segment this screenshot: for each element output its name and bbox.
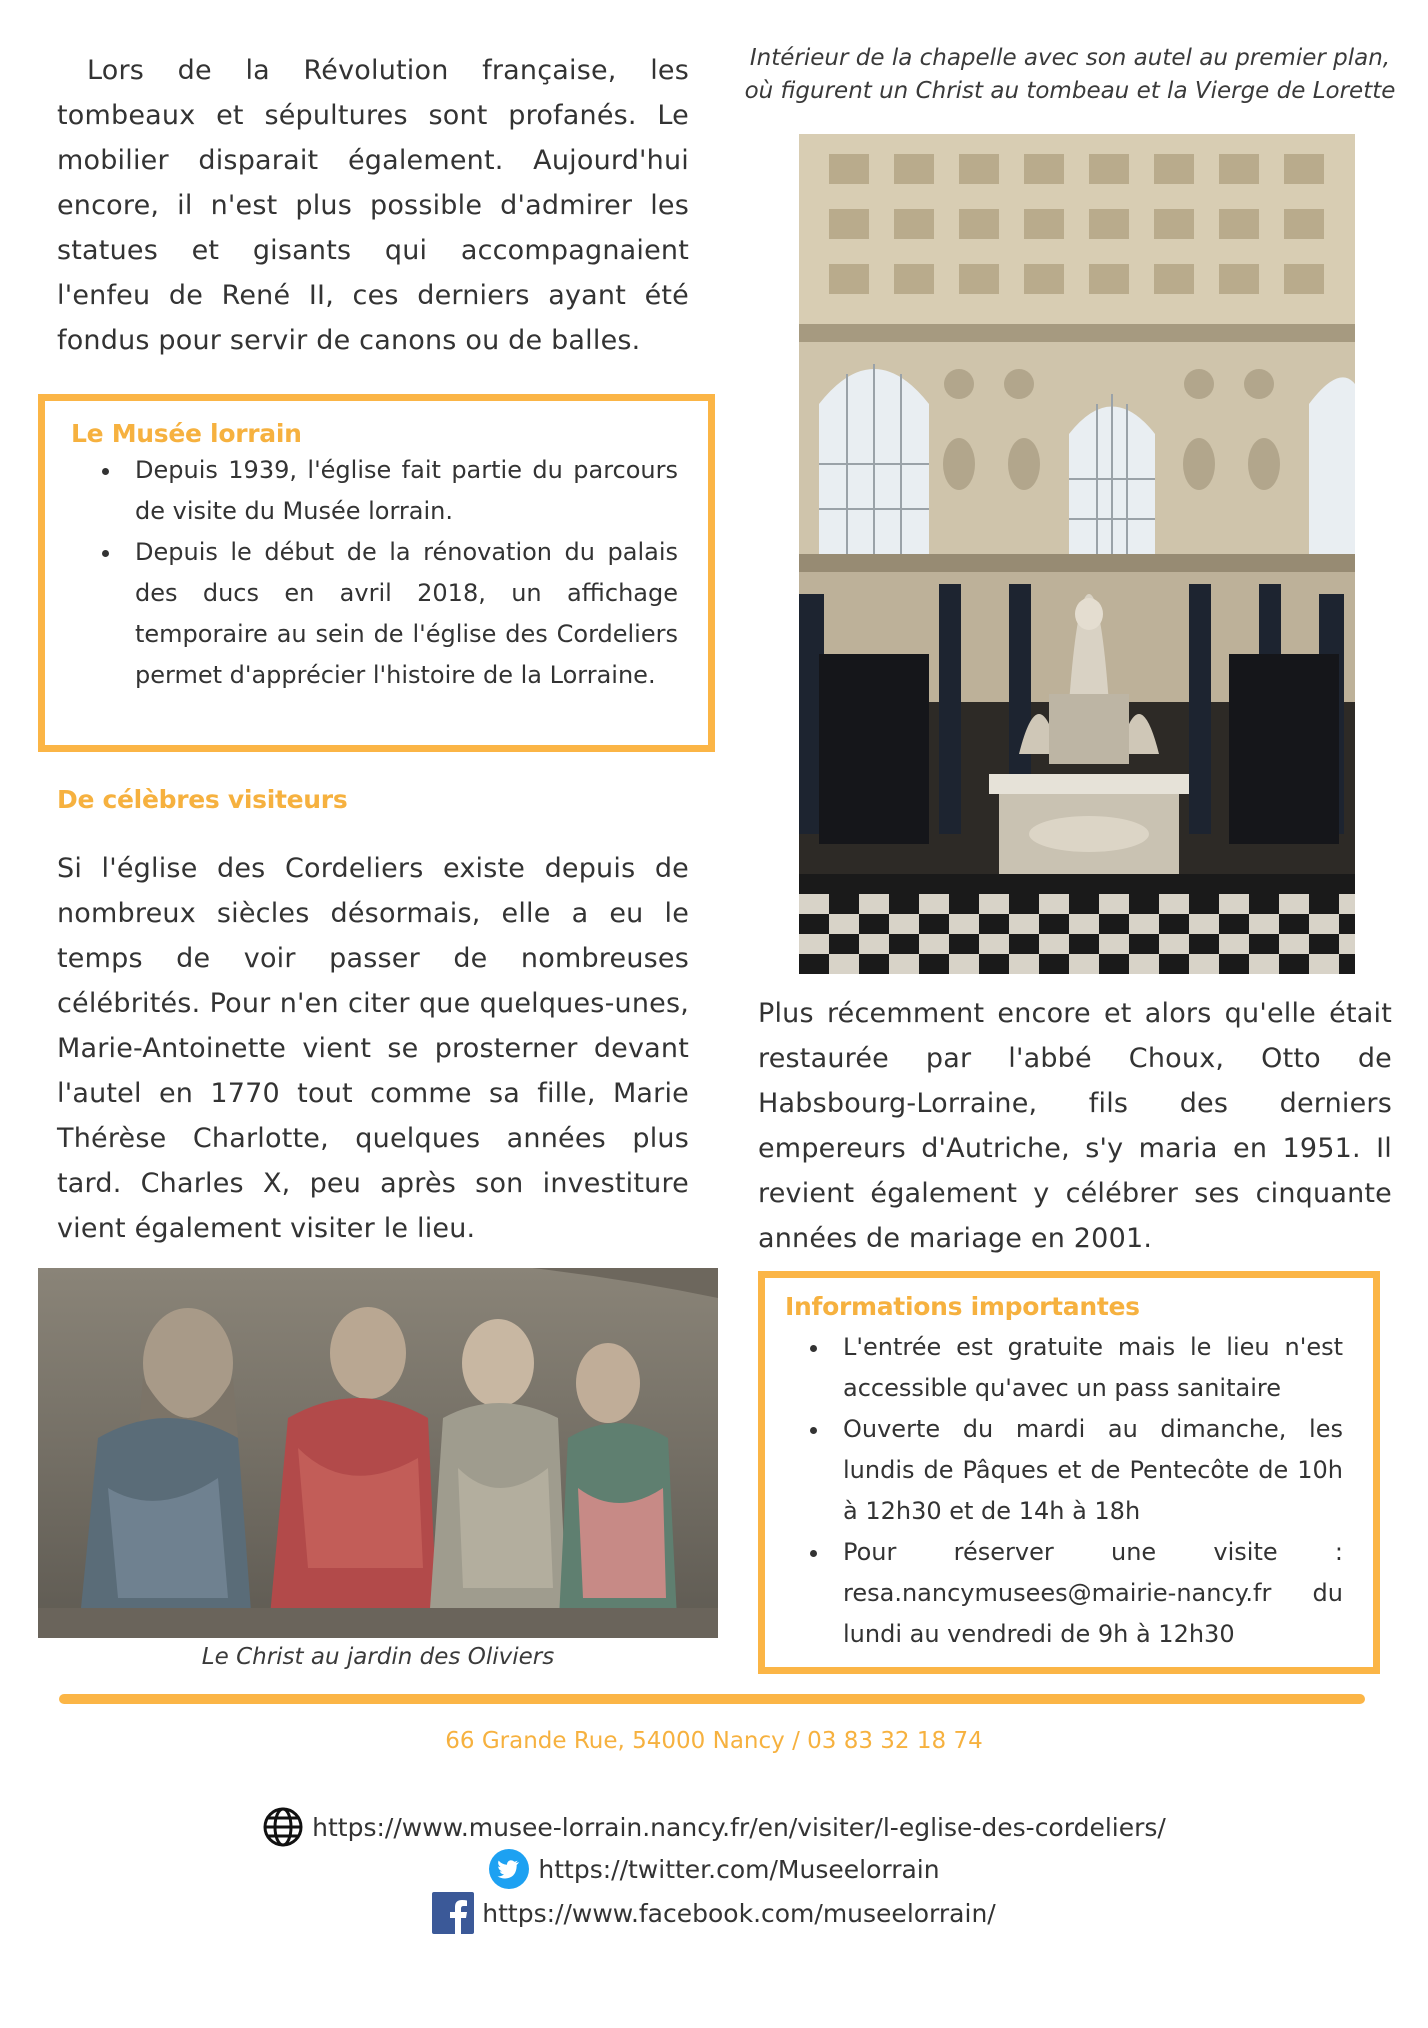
list-item: • Ouverte du mardi au dimanche, les lundis de Pâques et de Pentecôte de 10h à 12h30 et de 14h à 18h [831, 1409, 1343, 1532]
musee-lorrain-title: Le Musée lorrain [71, 419, 302, 448]
twitter-icon [488, 1848, 530, 1890]
chapel-interior-image [799, 134, 1355, 974]
facebook-row[interactable] [0, 1892, 1428, 1934]
musee-lorrain-box [38, 394, 715, 752]
list-item: • L'entrée est gratuite mais le lieu n'est accessible qu'avec un pass sanitaire [831, 1327, 1343, 1409]
twitter-link[interactable]: https://twitter.com/Museelorrain [538, 1854, 940, 1884]
visitors-paragraph [57, 846, 689, 1251]
info-list [785, 1327, 1343, 1655]
musee-lorrain-list [71, 450, 678, 696]
footer-address: 66 Grande Rue, 54000 Nancy / 03 83 32 18 74 [445, 1728, 983, 1754]
intro-paragraph [57, 48, 689, 363]
chapel-caption-line1: Intérieur de la chapelle avec son autel au premier plan, [749, 45, 1391, 71]
oliviers-sculpture-image [38, 1268, 718, 1638]
facebook-link[interactable]: https://www.facebook.com/museelorrain/ [482, 1898, 996, 1928]
right-text: Plus récemment encore et alors qu'elle était restaurée par l'abbé Choux, Otto de Habsbourg-Lorraine, fils des derniers empereurs d'Autriche, s'y maria en 1951. Il revient également y célébrer ses cinquante années de mariage en 2001. [758, 998, 1392, 1254]
website-link[interactable]: https://www.musee-lorrain.nancy.fr/en/visiter/l-eglise-des-cordeliers/ [312, 1812, 1166, 1842]
list-item: • Pour réserver une visite : resa.nancymusees@mairie-nancy.fr du lundi au vendredi de 9h à 12h30 [831, 1532, 1343, 1655]
intro-text: Lors de la Révolution française, les tombeaux et sépultures sont profanés. Le mobilier disparait également. Aujourd'hui encore, il n'est plus possible d'admirer les statues et gisants qui accompagnaient l'enfeu de René II, ces derniers ayant été fondus pour servir de canons ou de balles. [57, 55, 689, 356]
list-item: • Depuis 1939, l'église fait partie du parcours de visite du Musée lorrain. [123, 450, 678, 532]
footer-divider [59, 1694, 1365, 1704]
oliviers-photo [38, 1268, 718, 1638]
chapel-caption-line2: où figurent un Christ au tombeau et la Vierge de Lorette [744, 78, 1396, 104]
chapel-photo [799, 134, 1355, 974]
right-paragraph [758, 991, 1392, 1261]
oliviers-caption: Le Christ au jardin des Oliviers [201, 1644, 555, 1670]
twitter-row[interactable] [0, 1848, 1428, 1890]
visitors-text: Si l'église des Cordeliers existe depuis de nombreux siècles désormais, elle a eu le temps de voir passer de nombreuses célébrités. Pour n'en citer que quelques-unes, Marie-Antoinette vient se prosterner devant l'autel en 1770 tout comme sa fille, Marie Thérèse Charlotte, quelques années plus tard. Charles X, peu après son investiture vient également visiter le lieu. [57, 853, 689, 1244]
visitors-title: De célèbres visiteurs [57, 785, 348, 814]
facebook-icon [432, 1892, 474, 1934]
website-row[interactable] [0, 1806, 1428, 1848]
info-box [758, 1271, 1380, 1674]
chapel-caption [730, 42, 1410, 108]
globe-icon [262, 1806, 304, 1848]
list-item: • Depuis le début de la rénovation du palais des ducs en avril 2018, un affichage temporaire au sein de l'église des Cordeliers permet d'apprécier l'histoire de la Lorraine. [123, 532, 678, 696]
info-title: Informations importantes [785, 1292, 1140, 1321]
